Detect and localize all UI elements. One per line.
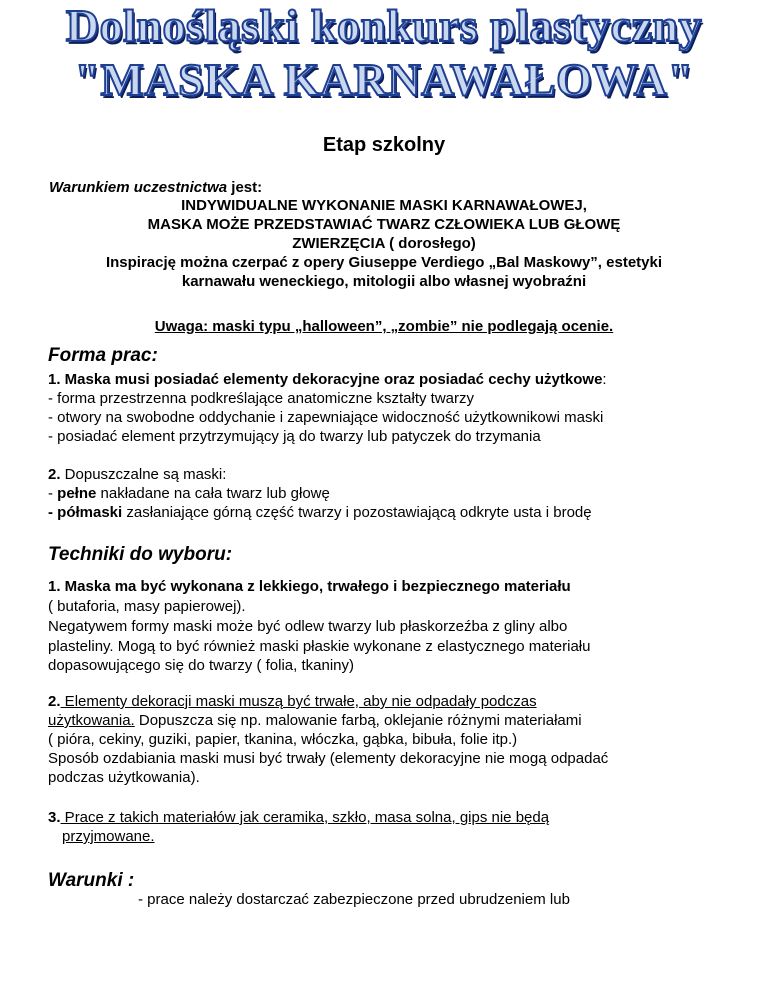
- forma-half-rest: zasłaniające górną część twarzy i pozostawiającą odkryte usta i brodę: [122, 504, 592, 521]
- techniki-point-2-num: 2.: [48, 693, 61, 710]
- techniki-line: ( pióra, cekiny, guziki, papier, tkanina, włóczka, gąbka, bibuła, folie itp.): [48, 731, 518, 748]
- forma-item: - forma przestrzenna podkreślające anatomiczne kształty twarzy: [48, 390, 475, 407]
- forma-point-2-num: 2.: [48, 466, 61, 483]
- conditions-intro-rest: jest:: [227, 179, 263, 196]
- techniki-line: dopasowującego się do twarzy ( folia, tkaniny): [48, 657, 354, 674]
- condition-line: Inspirację można czerpać z opery Giuseppe Verdiego „Bal Maskowy”, estetyki: [105, 254, 663, 271]
- techniki-point-3-underlined: Prace z takich materiałów jak ceramika, szkło, masa solna, gips nie będą: [60, 809, 550, 826]
- forma-point-1-bold: 1. Maska musi posiadać elementy dekoracyjne oraz posiadać cechy użytkowe: [48, 371, 603, 388]
- condition-line: INDYWIDUALNE WYKONANIE MASKI KARNAWAŁOWEJ,: [181, 197, 587, 214]
- techniki-point-3-num: 3.: [48, 809, 61, 826]
- forma-item: - otwory na swobodne oddychanie i zapewniające widoczność użytkownikowi maski: [48, 409, 604, 426]
- forma-full-rest: nakładane na cała twarz lub głowę: [96, 485, 330, 502]
- forma-half-mask: [48, 503, 592, 523]
- techniki-point-1: [48, 577, 571, 597]
- techniki-point-3-cont: przyjmowane.: [62, 828, 155, 845]
- forma-heading: Forma prac:: [48, 345, 158, 366]
- forma-half-bold: - półmaski: [48, 504, 123, 521]
- stage-heading: Etap szkolny: [322, 134, 446, 156]
- title-line-2: "MASKA KARNAWAŁOWA": [74, 54, 694, 105]
- forma-full-bold: pełne: [57, 485, 97, 502]
- techniki-heading: Techniki do wyboru:: [48, 544, 233, 565]
- warunki-heading: Warunki :: [48, 870, 135, 891]
- techniki-line: Negatywem formy maski może być odlew twarzy lub płaskorzeźba z gliny albo: [48, 618, 568, 635]
- forma-point-2: [48, 465, 226, 485]
- forma-full-prefix: -: [48, 485, 58, 502]
- techniki-point-3: [48, 808, 549, 828]
- condition-line: MASKA MOŻE PRZEDSTAWIAĆ TWARZ CZŁOWIEKA LUB GŁOWĘ: [147, 216, 621, 233]
- condition-line: ZWIERZĘCIA ( dorosłego): [292, 235, 476, 252]
- forma-point-2-rest: Dopuszczalne są maski:: [60, 466, 227, 483]
- forma-item: - posiadać element przytrzymujący ją do twarzy lub patyczek do trzymania: [48, 428, 541, 445]
- condition-line: karnawału weneckiego, mitologii albo własnej wyobraźni: [181, 273, 587, 290]
- techniki-point-2-underlined-2: użytkowania.: [48, 712, 135, 729]
- forma-point-1: [48, 370, 607, 390]
- techniki-point-1-bold: 1. Maska ma być wykonana z lekkiego, trwałego i bezpiecznego materiału: [48, 578, 571, 595]
- warunki-line: - prace należy dostarczać zabezpieczone przed ubrudzeniem lub: [138, 891, 570, 908]
- techniki-point-2-underlined: Elementy dekoracji maski muszą być trwałe, aby nie odpadały podczas: [60, 693, 537, 710]
- techniki-point-2-rest: Dopuszcza się np. malowanie farbą, oklejanie różnymi materiałami: [134, 712, 582, 729]
- title-line-1: Dolnośląski konkurs plastyczny: [65, 0, 703, 51]
- techniki-line: Sposób ozdabiania maski musi być trwały (elementy dekoracyjne nie mogą odpadać: [48, 750, 609, 767]
- techniki-line: podczas użytkowania).: [48, 769, 200, 786]
- forma-full-mask: [48, 484, 330, 504]
- conditions-intro-italic: Warunkiem uczestnictwa: [49, 179, 228, 196]
- techniki-point-2: [48, 692, 537, 712]
- techniki-line: ( butaforia, masy papierowej).: [48, 598, 246, 615]
- forma-point-1-rest: :: [602, 371, 607, 388]
- techniki-line: plasteliny. Mogą to być również maski płaskie wykonane z elastycznego materiału: [48, 638, 591, 655]
- techniki-point-2-cont: [48, 711, 582, 731]
- conditions-note: Uwaga: maski typu „halloween”, „zombie” nie podlegają ocenie.: [154, 318, 614, 335]
